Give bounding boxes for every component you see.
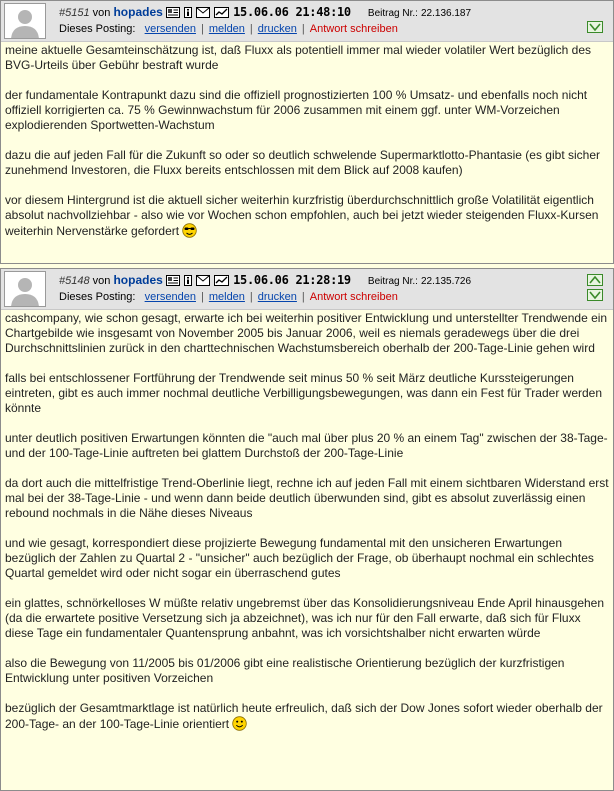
print-link[interactable]: drucken <box>257 291 297 303</box>
post-paragraph-text: bezüglich der Gesamtmarktlage ist natürlich heute erfreulich, daß sich der Dow Jones sofort wieder oberhalb der 200-Tage- an der 100-Tage-Linie orientiert <box>5 701 603 731</box>
post-datetime: 15.06.06 21:48:10 <box>233 5 351 19</box>
forum-post <box>0 0 614 264</box>
scroll-down-arrow-icon[interactable] <box>587 21 603 33</box>
post-paragraph: der fundamentale Kontrapunkt dazu sind die offiziell prognostizierten 100 % Umsatz- und ebenfalls noch nicht offiziell korrigierten ca. 75 % Gewinnwachstum für 2006 zusammen mit einem ggf. unter WM-Vorzeichen explodierenden Sportwetten-Wachstum <box>5 88 588 132</box>
post-body <box>1 42 613 239</box>
post-paragraph: unter deutlich positiven Erwartungen könnten die "auch mal über plus 20 % an einem Tag" zwischen der 38-Tage- und der 100-Tage-Linie auftreten bei glattem Durchstoß der 200-Tage-Linie <box>5 431 608 460</box>
beitrag-number: 22.135.726 <box>421 276 472 287</box>
forum-post <box>0 268 614 791</box>
post-header <box>1 269 613 310</box>
post-paragraph: da dort auch die mittelfristige Trend-Oberlinie liegt, rechne ich auf jeden Fall mit einem sichtbaren Widerstand erst mal bei der 38-Tage-Linie - und wenn dann beide deutlich überwunden sind, gibt es absolut zuverlässig einen rebound nochmals in die Nähe dieses Niveaus <box>5 476 609 520</box>
scroll-down-arrow-icon[interactable] <box>587 289 603 301</box>
post-datetime: 15.06.06 21:28:19 <box>233 273 351 287</box>
von-label: von <box>92 275 111 287</box>
post-paragraph: meine aktuelle Gesamteinschätzung ist, daß Fluxx als potentiell immer mal wieder volatiler Wert bezüglich des BVG-Urteils über Gebühr bestraft wurde <box>5 43 592 72</box>
mail-icon[interactable] <box>196 7 210 18</box>
report-link[interactable]: melden <box>208 23 245 35</box>
post-number: #5151 <box>59 7 90 19</box>
reply-link[interactable]: Antwort schreiben <box>309 23 398 35</box>
post-paragraph: falls bei entschlossener Fortführung der Trendwende seit minus 50 % seit März deutliche Kurssteigerungen eintreten, gibt es auch immer nochmal deutliche Verbilligungsbewegungen, was dann ein Fest für Trader werden könnte <box>5 371 603 415</box>
info-icon[interactable] <box>184 7 192 18</box>
send-link[interactable]: versenden <box>144 23 196 35</box>
chart-icon[interactable] <box>214 7 229 18</box>
chart-icon[interactable] <box>214 275 229 286</box>
profile-icon[interactable] <box>166 7 180 18</box>
user-silhouette-icon <box>10 275 40 307</box>
report-link[interactable]: melden <box>208 291 245 303</box>
von-label: von <box>92 7 111 19</box>
author-link[interactable]: hopades <box>113 5 163 19</box>
post-paragraph: cashcompany, wie schon gesagt, erwarte ich bei weiterhin positiver Entwicklung und unterstellter Trendwende ein Chartgebilde wie insgesamt von November 2005 bis Januar 2006, weil es niemals geradewegs über die drei Durchschnittslinien zurück in den charttechnischen Wachstumsbereich oberhalb der 200-Tage-Linie gehen wird <box>5 311 608 355</box>
user-silhouette-icon <box>10 7 40 39</box>
post-actions: Dieses Posting: versenden | melden | drucken | Antwort schreiben <box>59 23 398 35</box>
post-body <box>1 310 613 732</box>
profile-icon[interactable] <box>166 275 180 286</box>
scroll-up-arrow-icon[interactable] <box>587 274 603 286</box>
actions-label: Dieses Posting: <box>59 23 136 35</box>
post-paragraph-text: vor diesem Hintergrund ist die aktuell sicher weiterhin kurzfristig überdurchschnittlich große Volatilität eigentlich absolut nachvollziehbar - also wie vor Wochen schon empfohlen, auch bei jetzt wieder steigenden Fluxx-Kursen weiterhin Nervenstärke gefordert <box>5 193 599 238</box>
mail-icon[interactable] <box>196 275 210 286</box>
send-link[interactable]: versenden <box>144 291 196 303</box>
avatar[interactable] <box>4 271 46 307</box>
beitrag-number: 22.136.187 <box>421 8 472 19</box>
actions-label: Dieses Posting: <box>59 291 136 303</box>
reply-link[interactable]: Antwort schreiben <box>309 291 398 303</box>
author-link[interactable]: hopades <box>113 273 163 287</box>
beitrag-label: Beitrag Nr.: <box>367 276 418 287</box>
post-paragraph: ein glattes, schnörkelloses W müßte relativ ungebremst über das Konsolidierungsniveau Ende April hinausgehen (da die erwartete positive Versetzung sich ja abzeichnet), was ich nur für den Fall erwarte, daß sich für Fluxx diese Tage ein fundamentaler Quantensprung anbahnt, was ich vorsichtshalber nicht erwarten würde <box>5 596 605 640</box>
info-icon[interactable] <box>184 275 192 286</box>
avatar[interactable] <box>4 3 46 39</box>
post-paragraph: und wie gesagt, korrespondiert diese projizierte Bewegung fundamental mit den unsicheren Erwartungen bezüglich der Zahlen zu Quartal 2 - "unsicher" auch bezüglich der Frage, ob überhaupt nochmal ein schlechtes Quartal gemeldet wird oder nicht sogar ein überraschend gutes <box>5 536 594 580</box>
post-header <box>1 1 613 42</box>
cool-smiley-icon <box>182 223 197 238</box>
post-paragraph-last <box>5 701 609 732</box>
post-paragraph: also die Bewegung von 11/2005 bis 01/2006 gibt eine realistische Orientierung bezüglich der kurzfristigen Entwicklung unter positiven Vorzeichen <box>5 656 565 685</box>
post-number: #5148 <box>59 275 90 287</box>
post-paragraph-last <box>5 193 609 239</box>
post-meta <box>59 273 471 287</box>
post-actions: Dieses Posting: versenden | melden | drucken | Antwort schreiben <box>59 291 398 303</box>
smiley-icon <box>232 716 247 731</box>
post-meta <box>59 5 471 19</box>
beitrag-label: Beitrag Nr.: <box>367 8 418 19</box>
print-link[interactable]: drucken <box>257 23 297 35</box>
post-paragraph: dazu die auf jeden Fall für die Zukunft so oder so deutlich schwelende Supermarktlotto-Phantasie (es gibt sicher zunehmend Investoren, die Fluxx bereits entschlossen mit dem Blick auf 2008 kaufen) <box>5 148 600 177</box>
